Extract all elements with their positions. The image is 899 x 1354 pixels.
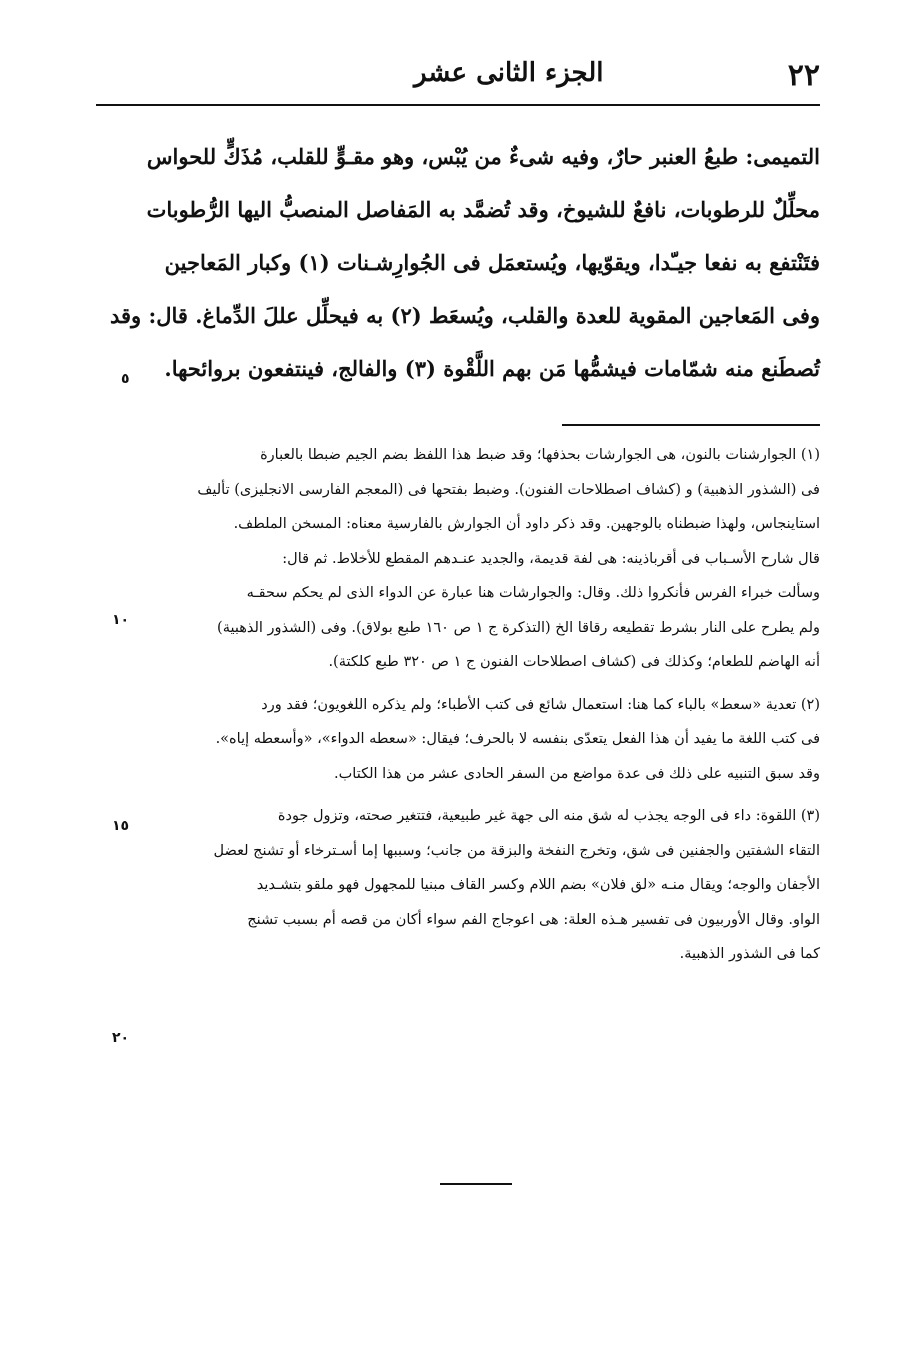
footnote-line: التقاء الشفتين والجفنين فى شق، وتخرج النفخة والبزقة من جانب؛ وسببها إما أسـترخاء أو تشنج لعضل bbox=[213, 842, 820, 859]
main-text bbox=[109, 130, 820, 395]
text-line: محلِّلٌ للرطوبات، نافعٌ للشيوخ، وقد تُضمَّد به المَفاصل المنصبُّ اليها الرُّطوبات bbox=[146, 197, 820, 222]
running-title: الجزء الثانى عشر bbox=[414, 58, 604, 88]
margin-line-number: ١٠ bbox=[112, 612, 130, 628]
margin-line-number: ٢٠ bbox=[112, 1030, 130, 1046]
page-number: ٢٢ bbox=[787, 58, 820, 93]
footnote-line: (٣) اللقوة: داء فى الوجه يجذب له شق منه الى جهة غير طبيعية، فتتغير صحته، وتزول جودة bbox=[277, 808, 820, 824]
footnote-line: استاينجاس، ولهذا ضبطناه بالوجهين. وقد ذكر داود أن الجوارش بالفارسية معناه: المسخن الملطف. bbox=[233, 516, 820, 532]
footnote-line: ولم يطرح على النار بشرط تقطيعه رقاقا الخ (التذكرة ج ١ ص ١٦٠ طبع بولاق). وفى (الشذور الذهبية) bbox=[217, 619, 820, 636]
footnote-separator bbox=[562, 424, 820, 426]
footnote-line: وقد سبق التنبيه على ذلك فى عدة مواضع من السفر الحادى عشر من هذا الكتاب. bbox=[334, 765, 820, 782]
footnote-line: فى (الشذور الذهبية) و (كشاف اصطلاحات الفنون). وضبط بفتحها فى (المعجم الفارسى الانجليزى) تأليف bbox=[197, 481, 820, 498]
end-rule bbox=[440, 1183, 512, 1185]
footnote-line: أنه الهاضم للطعام؛ وكذلك فى (كشاف اصطلاحات الفنون ج ١ ص ٣٢٠ طبع كلكتة). bbox=[328, 654, 820, 670]
footnote-line: وسألت خبراء الفرس فأنكروا ذلك. وقال: والجوارشات هنا عبارة عن الدواء الذى لم يحكم سحقـه bbox=[246, 585, 820, 601]
page-header bbox=[96, 58, 820, 98]
footnote-line: فى كتب اللغة ما يفيد أن هذا الفعل يتعدّى بنفسه لا بالحرف؛ فيقال: «سعطه الدواء»، «وأسعطه إياه». bbox=[215, 731, 820, 747]
footnote-line: كما فى الشذور الذهبية. bbox=[679, 946, 820, 962]
header-rule bbox=[96, 104, 820, 106]
footnote-line: الأجفان والوجه؛ ويقال منـه «لق فلان» بضم اللام وكسر القاف مبنيا للمجهول فهو ملقو بتشـديد bbox=[256, 877, 820, 893]
footnote-2 bbox=[168, 688, 820, 792]
text-line: فتَنْتفع به نفعا جيـّدا، ويقوّيها، ويُستعمَل فى الجُوارِشـنات (١) وكبار المَعاجين bbox=[164, 250, 820, 275]
text-line: التميمى: طبعُ العنبر حارٌ، وفيه شىءٌ من يُبْس، وهو مقـوٍّ للقلب، مُذَكٍّ للحواس bbox=[146, 144, 820, 169]
footnotes bbox=[168, 438, 820, 972]
footnote-1 bbox=[168, 438, 820, 680]
text-line: تُصطَنع منه شمّامات فيشمُّها مَن بهم اللَّقْوة (٣) والفالج، فينتفعون بروائحها. bbox=[164, 356, 820, 381]
footnote-line: (١) الجوارشنات بالنون، هى الجوارشات بحذفها؛ وقد ضبط هذا اللفظ بضم الجيم ضبطا بالعبارة bbox=[260, 447, 820, 463]
footnote-line: (٢) تعدية «سعط» بالباء كما هنا: استعمال شائع فى كتب الأطباء؛ ولم يذكره اللغويون؛ فقد ورد bbox=[261, 696, 820, 713]
footnote-line: قال شارح الأسـباب فى أقرباذينه: هى لفة قديمة، والجديد عنـدهم المقطع للأخلاط. ثم قال: bbox=[282, 550, 820, 567]
text-line: وفى المَعاجين المقوية للعدة والقلب، ويُسعَط (٢) به فيحلِّل عللَ الدِّماغ. قال: وقد bbox=[109, 303, 820, 328]
margin-line-number: ٥ bbox=[121, 371, 130, 387]
margin-line-number: ١٥ bbox=[112, 818, 130, 834]
footnote-3 bbox=[168, 799, 820, 972]
footnote-line: الواو. وقال الأوربيون فى تفسير هـذه العلة: هى اعوجاج الفم سواء أكان من قصه أم بسبب تشنج bbox=[247, 911, 820, 928]
